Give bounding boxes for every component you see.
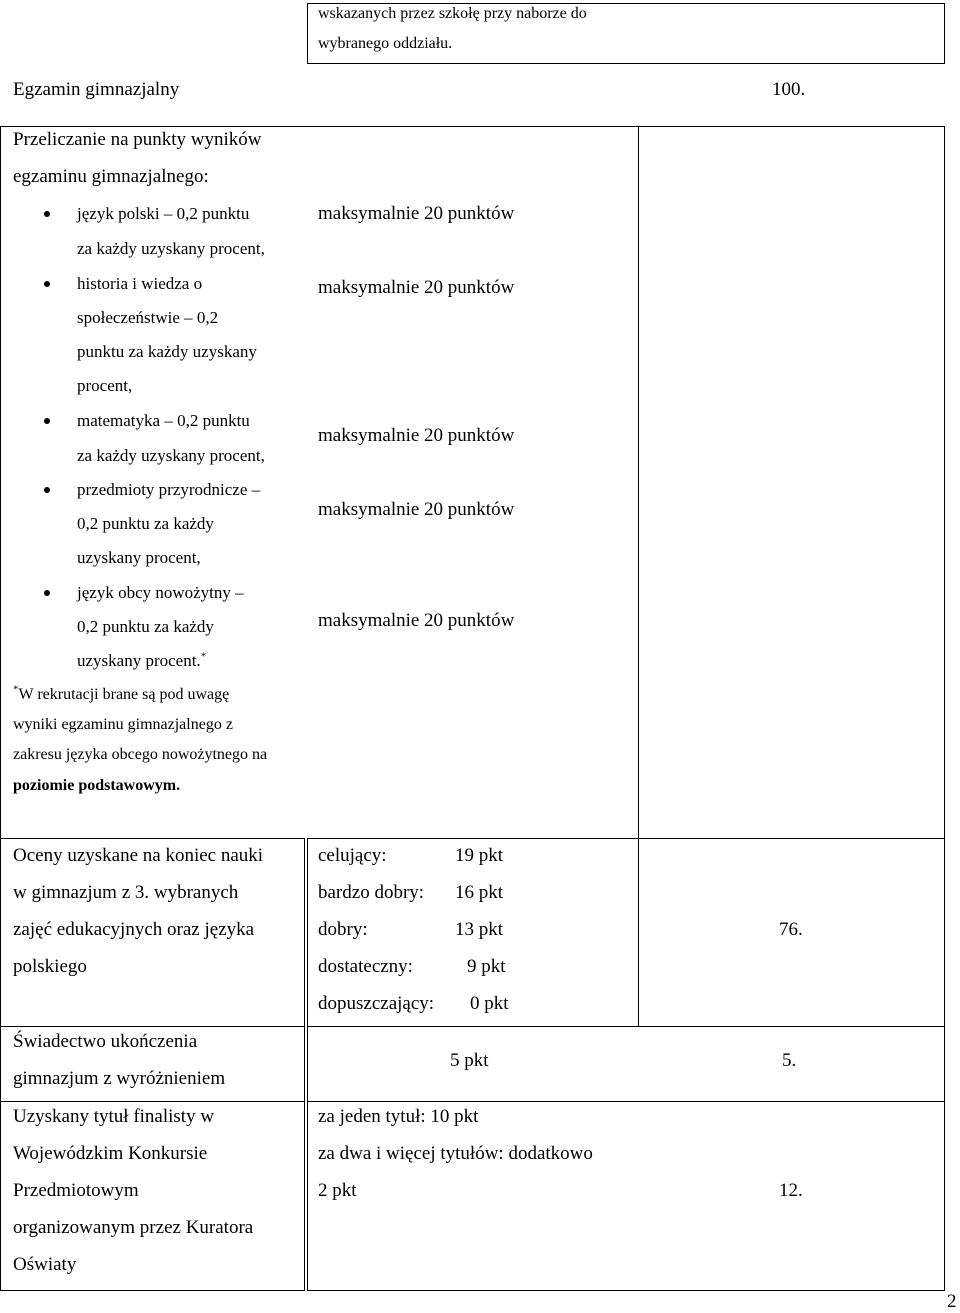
border [304,838,305,1291]
grade-name: bardzo dobry: [318,882,425,903]
border [307,63,945,64]
subject-max: maksymalnie 20 punktów [318,499,515,520]
grades-max-points: 76. [779,919,803,940]
honors-label: Świadectwo ukończenia [13,1031,198,1052]
border [944,126,945,838]
grades-label: Oceny uzyskane na koniec nauki [13,845,264,866]
exam-max-points: 100. [772,79,806,100]
grades-label: zajęć edukacyjnych oraz języka [13,919,255,940]
grade-points: 16 pkt [455,882,504,903]
border [638,126,639,838]
exam-label: Egzamin gimnazjalny [13,79,180,100]
subject-max: maksymalnie 20 punktów [318,425,515,446]
subject-line: procent, [77,376,133,395]
grade-points: 9 pkt [467,956,506,977]
border [307,1101,945,1102]
subject-max: maksymalnie 20 punktów [318,277,515,298]
subject-max: maksymalnie 20 punktów [318,203,515,224]
border [0,1026,304,1027]
border [0,126,944,127]
subject-max: maksymalnie 20 punktów [318,610,515,631]
bullet-icon [44,281,50,287]
exam-heading: egzaminu gimnazjalnego: [13,166,209,187]
finalist-label: Oświaty [13,1254,77,1275]
finalist-label: Przedmiotowym [13,1180,139,1201]
grade-points: 19 pkt [455,845,504,866]
footnote-line: wyniki egzaminu gimnazjalnego z [13,716,233,733]
grade-points: 0 pkt [470,993,509,1014]
border [0,126,1,838]
border [307,1026,945,1027]
border [944,838,945,1291]
subject-line: przedmioty przyrodnicze – [77,480,261,499]
honors-max-points: 5. [782,1050,797,1071]
footnote-line: zakresu języka obcego nowożytnego na [13,746,268,763]
exam-heading: Przeliczanie na punkty wyników [13,129,262,150]
border [0,838,304,839]
footnote-mark: * [200,650,207,663]
finalist-points: 2 pkt [318,1180,357,1201]
footnote-line [13,684,229,706]
top-cell-text: wybranego oddziału. [318,35,453,52]
subject-line: 0,2 punktu za każdy [77,514,214,533]
grade-points: 13 pkt [455,919,504,940]
grade-name: celujący: [318,845,387,866]
subject-line [77,650,206,672]
grade-name: dopuszczający: [318,993,435,1014]
grades-label: polskiego [13,956,87,977]
border [307,1290,945,1291]
finalist-max-points: 12. [779,1180,803,1201]
finalist-label: organizowanym przez Kuratora [13,1217,254,1238]
subject-line-text: uzyskany procent. [77,651,201,670]
border [0,1290,304,1291]
subject-line: za każdy uzyskany procent, [77,239,265,258]
border [638,838,639,1026]
bullet-icon [44,211,50,217]
subject-line: język obcy nowożytny – [77,583,244,602]
grades-label: w gimnazjum z 3. wybranych [13,882,239,903]
subject-line: uzyskany procent, [77,548,201,567]
honors-points: 5 pkt [450,1050,489,1071]
footnote-mark: * [13,683,19,696]
honors-label: gimnazjum z wyróżnieniem [13,1068,226,1089]
finalist-label: Wojewódzkim Konkursie [13,1143,208,1164]
page-number: 2 [947,1291,957,1312]
finalist-label: Uzyskany tytuł finalisty w [13,1106,215,1127]
bullet-icon [44,487,50,493]
subject-line: historia i wiedza o [77,274,203,293]
footnote-line: poziomie podstawowym. [13,777,181,794]
border [0,1101,304,1102]
subject-line: 0,2 punktu za każdy [77,617,214,636]
subject-line: społeczeństwie – 0,2 [77,308,219,327]
subject-line: matematyka – 0,2 punktu [77,411,250,430]
footnote-text: W rekrutacji brane są pod uwagę [18,686,230,703]
subject-line: za każdy uzyskany procent, [77,446,265,465]
grade-name: dobry: [318,919,368,940]
finalist-points: za dwa i więcej tytułów: dodatkowo [318,1143,593,1164]
border [307,3,308,64]
finalist-points: za jeden tytuł: 10 pkt [318,1106,479,1127]
bullet-icon [44,418,50,424]
bullet-icon [44,590,50,596]
top-cell-text: wskazanych przez szkołę przy naborze do [318,5,587,22]
border [307,838,945,839]
grade-name: dostateczny: [318,956,413,977]
subject-line: punktu za każdy uzyskany [77,342,257,361]
subject-line: język polski – 0,2 punktu [77,204,250,223]
border [307,838,308,1291]
border [0,838,1,1291]
border [944,3,945,64]
